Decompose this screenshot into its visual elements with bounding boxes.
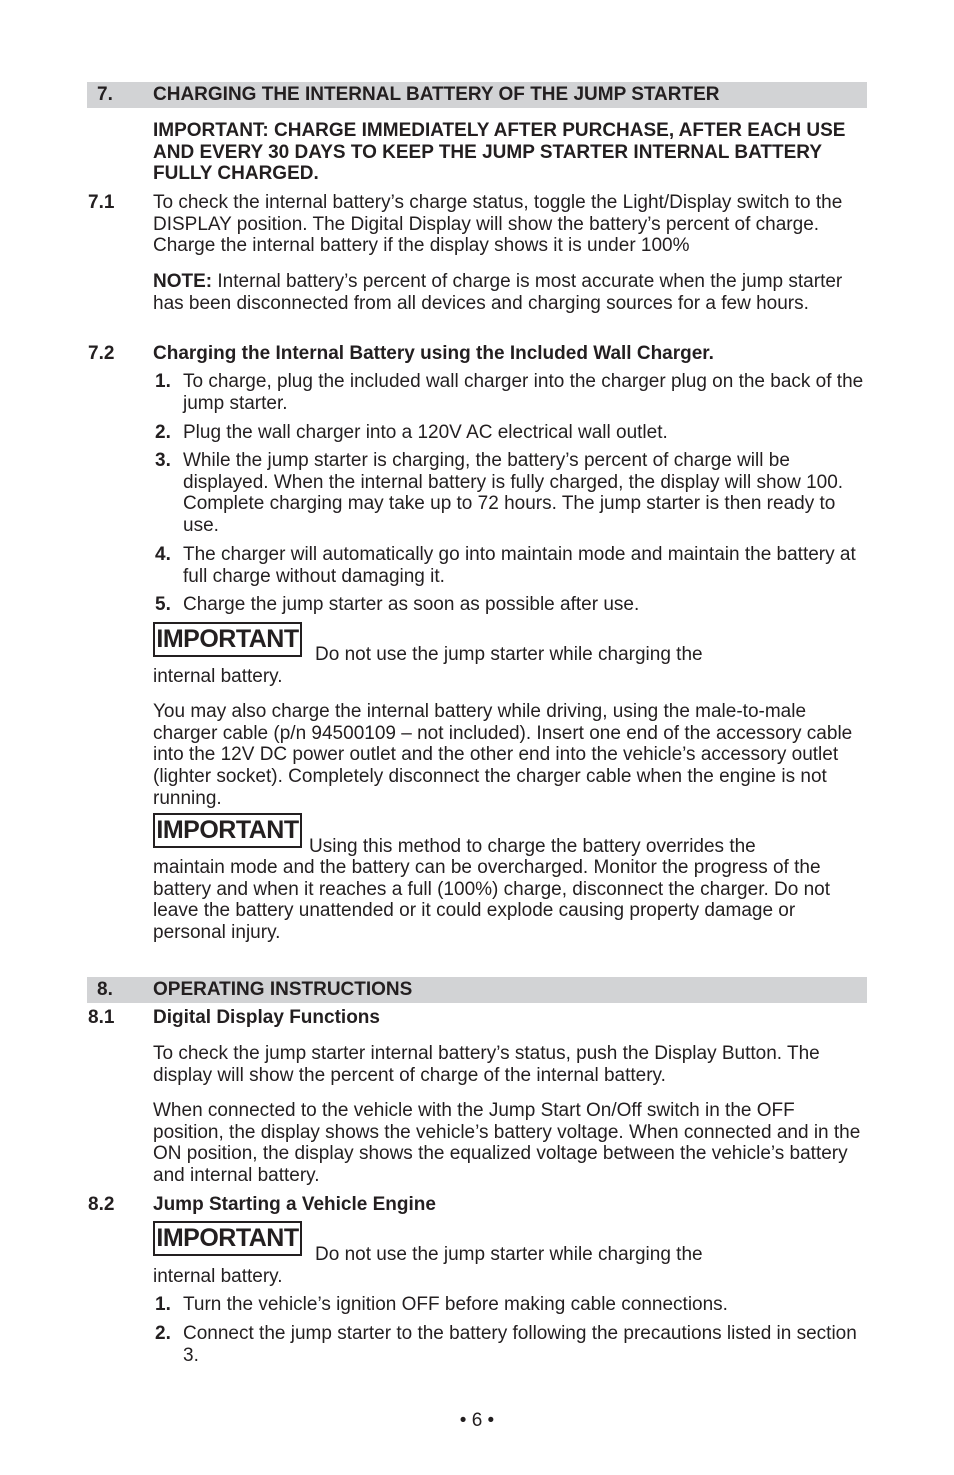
important-label-box: IMPORTANT <box>153 622 302 657</box>
list-item: While the jump starter is charging, the battery’s percent of charge will be displayed. When the internal battery is fully charged, the display will show 100. Complete charging may take up to 72 hours. The jump starter is then ready to use. <box>183 450 844 537</box>
list-item-number: 3. <box>155 450 171 471</box>
paragraph-7-1: To check the internal battery’s charge status, toggle the Light/Display switch to the DISPLAY position. The Digital Display will show the battery’s percent of charge. Charge the internal battery if the display shows it is under 100% <box>153 192 843 257</box>
list-item: Turn the vehicle’s ignition OFF before making cable connections. <box>183 1294 728 1315</box>
important-text: Do not use the jump starter while charging the <box>315 1244 703 1265</box>
important-label-box: IMPORTANT <box>153 813 302 848</box>
subsection-title: Digital Display Functions <box>153 1007 380 1028</box>
section-title: CHARGING THE INTERNAL BATTERY OF THE JUMP STARTER <box>153 84 720 105</box>
list-item-number: 4. <box>155 544 171 565</box>
list-item: To charge, plug the included wall charger into the charger plug on the back of the jump starter. <box>183 371 864 414</box>
subsection-title: Jump Starting a Vehicle Engine <box>153 1194 436 1215</box>
note-text: Internal battery’s percent of charge is most accurate when the jump starter has been disconnected from all devices and charging sources for a few hours. <box>153 271 843 314</box>
section-8-header <box>87 977 867 1003</box>
important-text: Using this method to charge the battery overrides the <box>309 836 756 857</box>
important-text-continued: maintain mode and the battery can be overcharged. Monitor the progress of the battery and when it reaches a full (100%) charge, disconnect the charger. Do not leave the battery unattended or it could explode causing property damage or personal injury. <box>153 857 831 944</box>
list-item-number: 2. <box>155 422 171 443</box>
important-text: internal battery. <box>153 666 283 687</box>
list-item-number: 2. <box>155 1323 171 1344</box>
section-7-header <box>87 82 867 108</box>
subsection-title: Charging the Internal Battery using the Included Wall Charger. <box>153 343 714 364</box>
important-text: internal battery. <box>153 1266 283 1287</box>
section-title: OPERATING INSTRUCTIONS <box>153 979 413 1000</box>
paragraph-8-1-b: When connected to the vehicle with the Jump Start On/Off switch in the OFF position, the display shows the vehicle’s battery voltage. When connected and in the ON position, the display shows the equalized voltage between the vehicle’s battery and internal battery. <box>153 1100 861 1187</box>
list-item-number: 1. <box>155 1294 171 1315</box>
important-label-box: IMPORTANT <box>153 1221 302 1256</box>
important-text: Do not use the jump starter while charging the <box>315 644 703 665</box>
list-item: Connect the jump starter to the battery following the precautions listed in section 3. <box>183 1323 857 1366</box>
list-item: Plug the wall charger into a 120V AC electrical wall outlet. <box>183 422 668 443</box>
list-item: Charge the jump starter as soon as possible after use. <box>183 594 640 615</box>
list-item-number: 5. <box>155 594 171 615</box>
note-label: NOTE: <box>153 271 213 292</box>
list-item-number: 1. <box>155 371 171 392</box>
paragraph-8-1-a: To check the jump starter internal battery’s status, push the Display Button. The display will show the percent of charge of the internal battery. <box>153 1043 820 1086</box>
subsection-number: 7.2 <box>88 343 115 364</box>
subsection-number: 7.1 <box>88 192 115 213</box>
subsection-number: 8.2 <box>88 1194 115 1215</box>
section-number: 7. <box>97 84 113 105</box>
driving-charge-paragraph: You may also charge the internal battery while driving, using the male-to-male charger cable (p/n 94500109 – not included). Insert one end of the accessory cable into the 12V DC power outlet and the other end into the vehicle’s accessory outlet (lighter socket). Completely disconnect the charger cable when the engine is not running. <box>153 701 853 809</box>
section-number: 8. <box>97 979 113 1000</box>
subsection-number: 8.1 <box>88 1007 115 1028</box>
important-heading: IMPORTANT: CHARGE IMMEDIATELY AFTER PURCHASE, AFTER EACH USE AND EVERY 30 DAYS TO KEEP THE JUMP STARTER INTERNAL BATTERY FULLY CHARGED. <box>153 120 846 185</box>
note-paragraph <box>153 271 868 314</box>
page-number: • 6 • <box>459 1410 495 1431</box>
list-item: The charger will automatically go into maintain mode and maintain the battery at full charge without damaging it. <box>183 544 856 587</box>
